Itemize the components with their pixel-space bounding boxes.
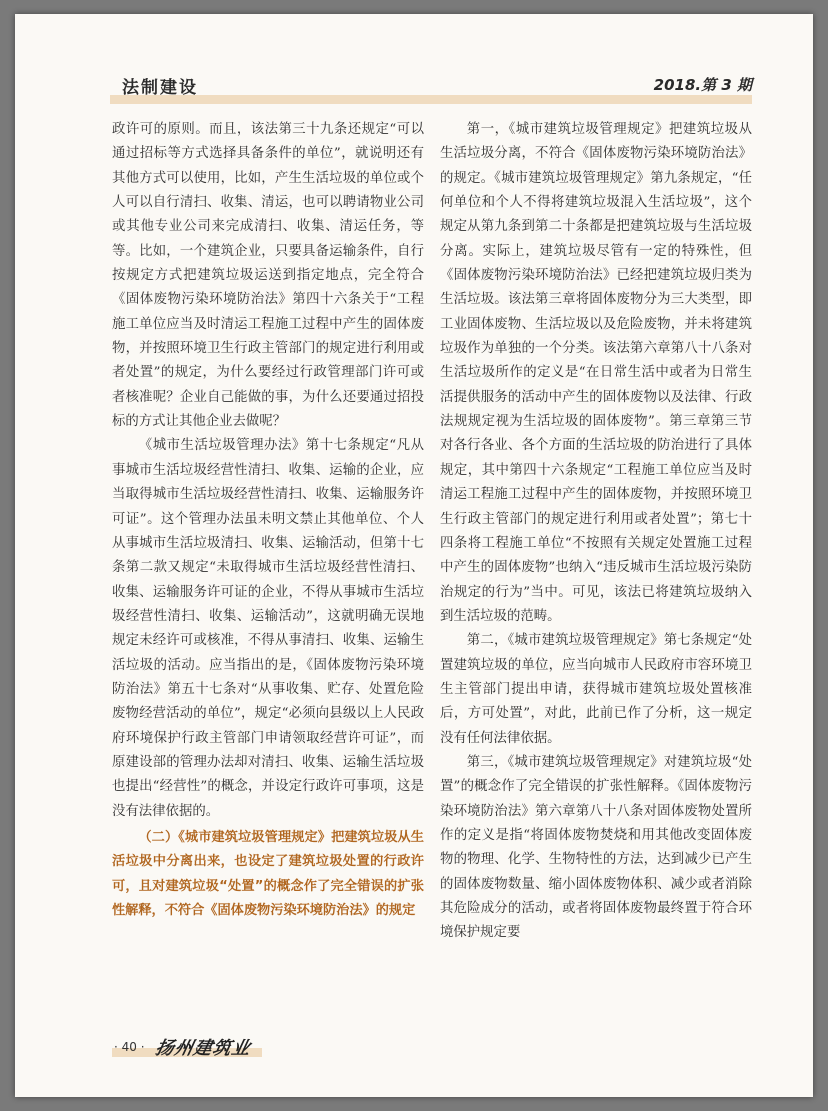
paragraph: 第一，《城市建筑垃圾管理规定》把建筑垃圾从生活垃圾分离，不符合《固体废物污染环境防治法》的规定。《城市建筑垃圾管理规定》第九条规定，“任何单位和个人不得将建筑垃圾混入生活垃圾”，这个规定从第九条到第二十条都是把建筑垃圾与生活垃圾分离。实际上，建筑垃圾尽管有一定的特殊性，但《固体废物污染环境防治法》已经把建筑垃圾归类为生活垃圾。该法第三章将固体废物分为三大类型，即工业固体废物、生活垃圾以及危险废物，并未将建筑垃圾作为单独的一个分类。该法第六章第八十八条对生活垃圾所作的定义是“在日常生活中或者为日常生活提供服务的活动中产生的固体废物以及法律、行政法规规定视为生活垃圾的固体废物”。第三章第三节对各行各业、各个方面的生活垃圾的防治进行了具体规定，其中第四十六条规定“工程施工单位应当及时清运工程施工过程中产生的固体废物，并按照环境卫生行政主管部门的规定进行利用或者处置”；第七十四条将工程施工单位“不按照有关规定处置施工过程中产生的固体废物”也纳入“违反城市生活垃圾污染防治规定的行为”当中。可见，该法已将建筑垃圾纳入到生活垃圾的范畴。: [440, 122, 752, 624]
paragraph: 第三，《城市建筑垃圾管理规定》对建筑垃圾“处置”的概念作了完全错误的扩张性解释。《固体废物污染环境防治法》第六章第八十八条对固体废物处置所作的定义是指“将固体废物焚烧和用其他改变固体废物的物理、化学、生物特性的方法，达到减少已产生的固体废物数量、缩小固体废物体积、减少或者消除其危险成分的活动，或者将固体废物最终置于符合环境保护规定要: [440, 754, 752, 941]
page-footer: [112, 1034, 262, 1062]
right-column: [440, 118, 752, 946]
section-heading: （二）《城市建筑垃圾管理规定》把建筑垃圾从生活垃圾中分离出来，也设定了建筑垃圾处置的行政许可，且对建筑垃圾“处置”的概念作了完全错误的扩张性解释，不符合《固体废物污染环境防治法》的规定: [112, 829, 424, 918]
paragraph: 《城市生活垃圾管理办法》第十七条规定“凡从事城市生活垃圾经营性清扫、收集、运输的企业，应当取得城市生活垃圾经营性清扫、收集、运输服务许可证”。这个管理办法虽未明文禁止其他单位、个人从事城市生活垃圾清扫、收集、运输活动，但第十七条第二款又规定“未取得城市生活垃圾经营性清扫、收集、运输服务许可证的企业，不得从事城市生活垃圾经营性清扫、收集、运输活动”，这就明确无误地规定未经许可或核准，不得从事清扫、收集、运输生活垃圾的活动。应当指出的是，《固体废物污染环境防治法》第五十七条对“从事收集、贮存、处置危险废物经营活动的单位”，规定“必须向县级以上人民政府环境保护行政主管部门申请领取经营许可证”，而原建设部的管理办法却对清扫、收集、运输生活垃圾也提出“经营性”的概念，并设定行政许可事项，这是没有法律依据的。: [112, 438, 424, 819]
page-number: · 40 ·: [114, 1040, 145, 1054]
left-column: [112, 118, 424, 923]
section-title: 法制建设: [122, 78, 198, 98]
magazine-page: [15, 14, 813, 1097]
header-band: [110, 95, 752, 104]
issue-label: 2018.第 3 期: [653, 76, 752, 94]
page-header: [110, 72, 752, 106]
magazine-logo: 扬州建筑业: [153, 1038, 253, 1059]
paragraph: 政许可的原则。而且，该法第三十九条还规定“可以通过招标等方式选择具备条件的单位”，就说明还有其他方式可以使用，比如，产生生活垃圾的单位或个人可以自行清扫、收集、清运，也可以聘请物业公司或其他专业公司来完成清扫、收集、清运任务，等等。比如，一个建筑企业，只要具备运输条件，自行按规定方式把建筑垃圾运送到指定地点，完全符合《固体废物污染环境防治法》第四十六条关于“工程施工单位应当及时清运工程施工过程中产生的固体废物，并按照环境卫生行政主管部门的规定进行利用或者处置”的规定，为什么要经过行政管理部门许可或者核准呢？企业自己能做的事，为什么还要通过招投标的方式让其他企业去做呢？: [112, 122, 424, 430]
paragraph: 第二，《城市建筑垃圾管理规定》第七条规定“处置建筑垃圾的单位，应当向城市人民政府市容环境卫生主管部门提出申请，获得城市建筑垃圾处置核准后，方可处置”，对此，此前已作了分析，这一规定没有任何法律依据。: [440, 633, 752, 746]
